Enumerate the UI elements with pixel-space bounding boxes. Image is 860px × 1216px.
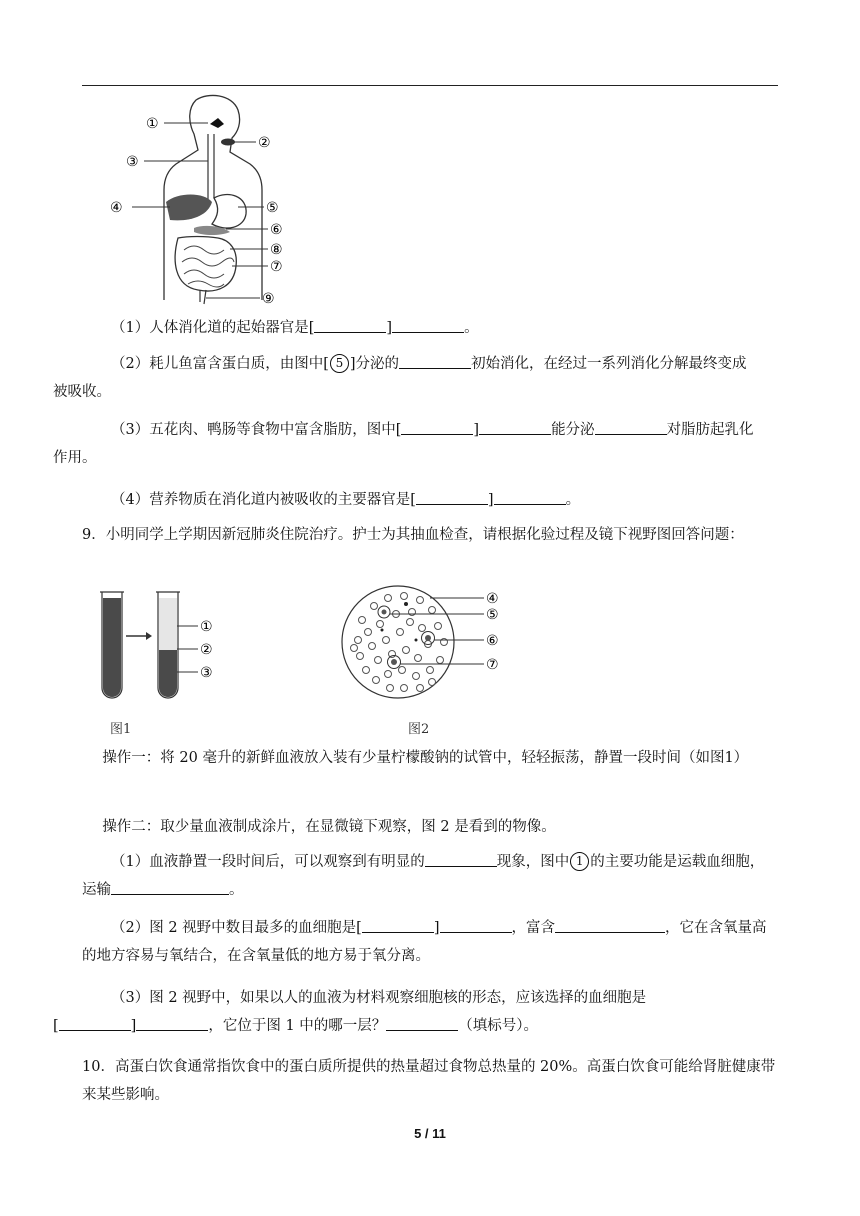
tube-label-2: ② bbox=[200, 642, 213, 658]
q10-stem: 10．高蛋白饮食通常指饮食中的蛋白质所提供的热量超过食物总热量的 20%。高蛋白饮食可能给肾脏健康带来某些影响。 bbox=[82, 1059, 776, 1103]
fig-label-1: ① bbox=[146, 116, 159, 132]
fig1-caption: 图1 bbox=[110, 722, 132, 737]
fig-label-2: ② bbox=[258, 135, 271, 151]
smear-label-7: ⑦ bbox=[486, 657, 499, 673]
digestive-system-figure bbox=[108, 90, 298, 310]
test-tube-figure bbox=[96, 588, 226, 700]
q9-part3: （3）图 2 视野中，如果以人的血液为材料观察细胞核的形态，应该选择的血细胞是 [ ] ，它位于图 1 中的哪一层？ （填标号）。 bbox=[53, 990, 647, 1034]
q8-part2: （2）耗儿鱼富含蛋白质，由图中[ 5 ]分泌的 初始消化，在经过一系列消化分解最终变成 被吸收。 bbox=[53, 356, 747, 400]
page-number: 5 / 11 bbox=[414, 1126, 446, 1141]
fig-label-7: ⑦ bbox=[270, 259, 283, 275]
smear-label-4: ④ bbox=[486, 591, 499, 607]
q9-part2: （2）图 2 视野中数目最多的血细胞是[ ] ，富含 ，它在含氧量高的地方容易与氧结合，在含氧量低的地方易于氧分离。 bbox=[82, 920, 767, 964]
q8-part3: （3）五花肉、鸭肠等食物中富含脂肪，图中[ ] 能分泌 对脂肪起乳化 作用。 bbox=[53, 422, 754, 466]
fig-label-9: ⑨ bbox=[262, 291, 275, 307]
fig-label-4: ④ bbox=[110, 200, 123, 216]
fig-label-5: ⑤ bbox=[266, 200, 279, 216]
smear-label-5: ⑤ bbox=[486, 607, 499, 623]
q9-operation-1: 操作一：将 20 毫升的新鲜血液放入装有少量柠檬酸钠的试管中，轻轻振荡，静置一段时间（如图1） bbox=[102, 750, 749, 766]
header-rule bbox=[82, 85, 778, 86]
q9-part1: （1）血液静置一段时间后，可以观察到有明显的 现象，图中 1 的主要功能是运载血细胞，运输 。 bbox=[82, 854, 765, 898]
smear-label-6: ⑥ bbox=[486, 633, 499, 649]
q8-part1: （1）人体消化道的起始器官是[ ] 。 bbox=[111, 320, 479, 336]
fig2-caption: 图2 bbox=[408, 722, 430, 737]
q9-operation-2: 操作二：取少量血液制成涂片，在显微镜下观察，图 2 是看到的物像。 bbox=[102, 819, 556, 835]
blood-smear-figure bbox=[340, 584, 510, 702]
tube-label-3: ③ bbox=[200, 665, 213, 681]
fig-label-8: ⑧ bbox=[270, 242, 283, 258]
tube-label-1: ① bbox=[200, 619, 213, 635]
fig-label-6: ⑥ bbox=[270, 222, 283, 238]
fig-label-3: ③ bbox=[126, 154, 139, 170]
circled-number-1: 1 bbox=[570, 852, 589, 871]
circled-number-5: 5 bbox=[330, 354, 349, 373]
q8-part4: （4）营养物质在消化道内被吸收的主要器官是[ ] 。 bbox=[111, 492, 581, 508]
q9-stem: 9．小明同学上学期因新冠肺炎住院治疗。护士为其抽血检查，请根据化验过程及镜下视野图回答问题： bbox=[82, 527, 744, 543]
